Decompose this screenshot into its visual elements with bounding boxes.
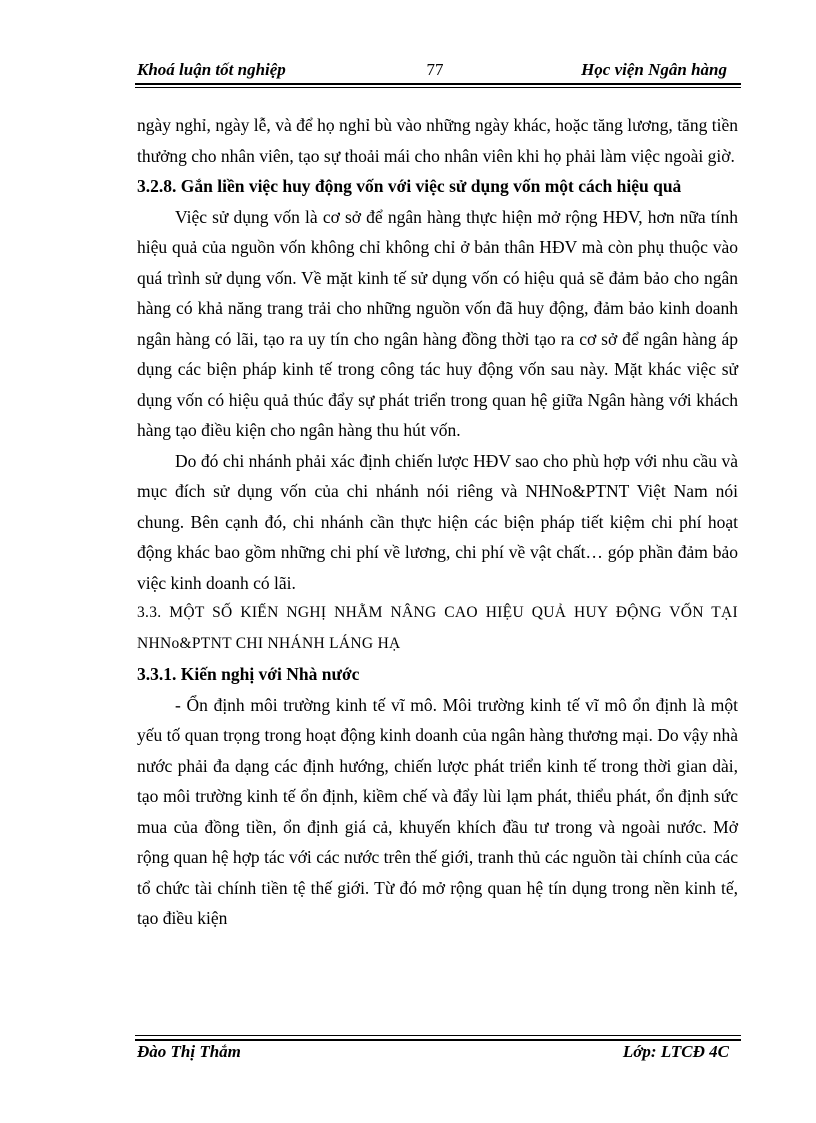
header-rule-thin xyxy=(135,87,741,88)
page-footer xyxy=(137,1042,741,1068)
paragraph-continuation: ngày nghỉ, ngày lễ, và để họ nghỉ bù vào những ngày khác, hoặc tăng lương, tăng tiền thưởng cho nhân viên, tạo sự thoải mái cho nhân viên khi họ phải làm việc ngoài giờ. xyxy=(137,115,738,166)
page-header xyxy=(137,58,741,84)
section-heading-3-3: 3.3. MỘT SỐ KIẾN NGHỊ NHẰM NÂNG CAO HIỆU QUẢ HUY ĐỘNG VỐN TẠI NHNo&PTNT CHI NHÁNH LÁNG HẠ xyxy=(137,604,738,652)
page-body xyxy=(137,110,738,934)
header-thesis-title: Khoá luận tốt nghiệp xyxy=(137,60,286,79)
page-number: 77 xyxy=(426,60,444,79)
footer-class: Lớp: LTCĐ 4C xyxy=(622,1042,729,1061)
section-heading-3-2-8: 3.2.8. Gắn liền việc huy động vốn với việc sử dụng vốn một cách hiệu quả xyxy=(137,176,682,196)
header-institution: Học viện Ngân hàng xyxy=(581,60,727,79)
footer-author: Đào Thị Thắm xyxy=(137,1042,241,1061)
header-rule-thick xyxy=(135,83,741,85)
footer-rule-thick xyxy=(135,1039,741,1041)
footer-rule-thin xyxy=(135,1035,741,1036)
section-heading-3-3-1: 3.3.1. Kiến nghị với Nhà nước xyxy=(137,664,360,684)
paragraph-capital-usage: Việc sử dụng vốn là cơ sở để ngân hàng thực hiện mở rộng HĐV, hơn nữa tính hiệu quả của nguồn vốn không chỉ không chỉ ở bản thân HĐV mà còn phụ thuộc vào quá trình sử dụng vốn. Về mặt kinh tế sử dụng vốn có hiệu quả sẽ đảm bảo cho ngân hàng có khả năng trang trải cho những nguồn vốn đã huy động, đảm bảo kinh doanh ngân hàng có lãi, tạo ra uy tín cho ngân hàng đồng thời tạo ra cơ sở để ngân hàng áp dụng các biện pháp kinh tế trong công tác huy động vốn sau này. Mặt khác việc sử dụng vốn có hiệu quả thúc đẩy sự phát triển trong quan hệ giữa Ngân hàng với khách hàng tạo điều kiện cho ngân hàng thu hút vốn. xyxy=(137,206,738,440)
paragraph-branch-strategy: Do đó chi nhánh phải xác định chiến lược HĐV sao cho phù hợp với nhu cầu và mục đích sử dụng vốn của chi nhánh nói riêng và NHNo&PTNT Việt Nam nói chung. Bên cạnh đó, chi nhánh cần thực hiện các biện pháp tiết kiệm chi phí hoạt động khác bao gồm những chi phí về lương, chi phí về vật chất… góp phần đảm bảo việc kinh doanh có lãi. xyxy=(137,450,738,593)
paragraph-state-recommendation: - Ổn định môi trường kinh tế vĩ mô. Môi trường kinh tế vĩ mô ổn định là một yếu tố quan trọng trong hoạt động kinh doanh của ngân hàng thương mại. Do vậy nhà nước phải đa dạng các định hướng, chiến lược phát triển kinh tế trong thời gian dài, tạo môi trường kinh tế ổn định, kiềm chế và đẩy lùi lạm phát, thiểu phát, ổn định sức mua của đồng tiền, ổn định giá cả, khuyến khích đầu tư trong và ngoài nước. Mở rộng quan hệ hợp tác với các nước trên thế giới, tranh thủ các nguồn tài chính của các tổ chức tài chính tiền tệ thế giới. Từ đó mở rộng quan hệ tín dụng trong nền kinh tế, tạo điều kiện xyxy=(137,694,738,928)
